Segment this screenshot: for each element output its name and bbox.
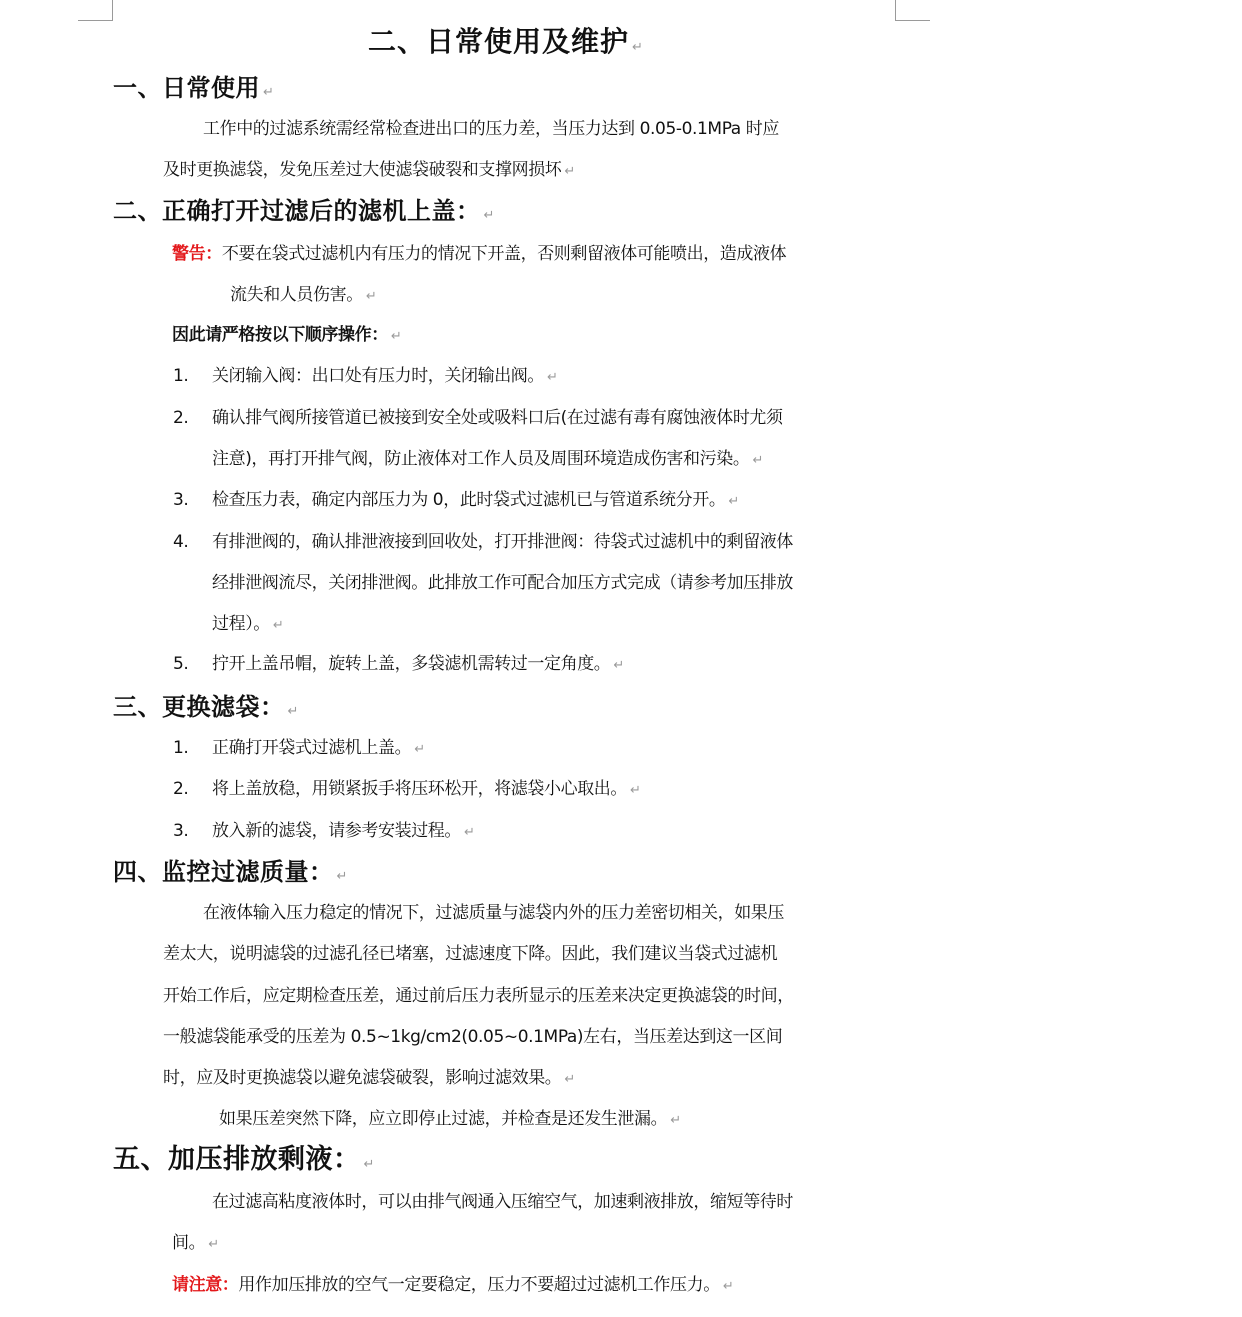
paragraph-line xyxy=(163,946,777,963)
list-item-continuation xyxy=(212,616,283,633)
paragraph-mark: ↵ xyxy=(564,164,575,179)
paragraph-mark: ↵ xyxy=(630,783,641,798)
text-run: 3. xyxy=(173,490,189,510)
paragraph-mark: ↵ xyxy=(208,1237,219,1252)
paragraph-mark: ↵ xyxy=(670,1113,681,1128)
text-run: 2. xyxy=(173,779,189,799)
paragraph-mark: ↵ xyxy=(728,494,739,509)
paragraph-mark: ↵ xyxy=(483,208,495,223)
section-heading-pressure-drain xyxy=(113,1146,375,1173)
warning-line xyxy=(172,246,786,263)
warning-label: 警告： xyxy=(172,244,222,264)
text-run: 放入新的滤袋，请参考安装过程。 xyxy=(212,821,461,841)
text-run: 有排泄阀的，确认排泄液接到回收处，打开排泄阀：待袋式过滤机中的剩留液体 xyxy=(212,532,793,552)
text-run: 用作加压排放的空气一定要稳定，压力不要超过过滤机工作压力。 xyxy=(238,1275,720,1295)
text-run: 五、加压排放剩液： xyxy=(113,1144,361,1175)
text-run: 四、监控过滤质量： xyxy=(113,858,334,886)
text-run: 关闭输入阀：出口处有压力时，关闭输出阀。 xyxy=(212,366,544,386)
paragraph-line xyxy=(172,1235,219,1252)
note-line xyxy=(172,1277,733,1294)
paragraph-mark: ↵ xyxy=(287,704,299,719)
paragraph-line xyxy=(203,905,784,922)
text-run: 正确打开袋式过滤机上盖。 xyxy=(212,738,412,758)
text-run: 因此请严格按以下顺序操作： xyxy=(172,325,388,345)
section-heading-replace-bag xyxy=(113,695,299,719)
text-run: 一般滤袋能承受的压差为 0.5~1kg/cm2(0.05~0.1MPa)左右，当压差达到这一区间 xyxy=(163,1027,783,1047)
text-run: 检查压力表，确定内部压力为 0，此时袋式过滤机已与管道系统分开。 xyxy=(212,490,726,510)
paragraph-mark: ↵ xyxy=(365,289,377,304)
text-run: 2. xyxy=(173,408,189,428)
text-run: 将上盖放稳，用锁紧扳手将压环松开，将滤袋小心取出。 xyxy=(212,779,627,799)
list-item xyxy=(173,368,558,385)
text-run: 4. xyxy=(173,532,189,552)
paragraph-mark: ↵ xyxy=(464,825,475,840)
text-run: 工作中的过滤系统需经常检查进出口的压力差，当压力达到 0.05-0.1MPa 时应 xyxy=(203,119,780,139)
list-item xyxy=(173,656,624,673)
paragraph-line xyxy=(163,1029,782,1046)
text-run: 三、更换滤袋： xyxy=(113,693,285,721)
text-run: 确认排气阀所接管道已被接到安全处或吸料口后(在过滤有毒有腐蚀液体时尤须 xyxy=(212,408,783,428)
text-run: 不要在袋式过滤机内有压力的情况下开盖，否则剩留液体可能喷出，造成液体 xyxy=(221,244,787,264)
text-run: 拧开上盖吊帽，旋转上盖，多袋滤机需转过一定角度。 xyxy=(212,654,611,674)
document-title xyxy=(368,25,644,58)
text-run: 开始工作后，应定期检查压差，通过前后压力表所显示的压差来决定更换滤袋的时间， xyxy=(163,986,794,1006)
paragraph-mark: ↵ xyxy=(336,869,348,884)
text-run: 如果压差突然下降，应立即停止过滤，并检查是还发生泄漏。 xyxy=(219,1109,668,1129)
list-item xyxy=(173,410,783,427)
paragraph-mark: ↵ xyxy=(414,742,425,757)
section-heading-monitor-quality xyxy=(113,860,348,884)
text-run: 过程）。 xyxy=(212,614,270,634)
list-item xyxy=(173,781,641,798)
text-run: 差太大，说明滤袋的过滤孔径已堵塞，过滤速度下降。因此，我们建议当袋式过滤机 xyxy=(163,944,778,964)
paragraph-mark: ↵ xyxy=(613,658,624,673)
paragraph-mark: ↵ xyxy=(752,453,763,468)
procedure-subheading xyxy=(172,327,401,344)
paragraph-line xyxy=(212,1194,793,1211)
text-run: 1. xyxy=(173,366,189,386)
text-run: 时，应及时更换滤袋以避免滤袋破裂，影响过滤效果。 xyxy=(163,1068,562,1088)
list-item xyxy=(173,740,425,757)
text-run: 流失和人员伤害。 xyxy=(230,285,363,305)
text-run: 间。 xyxy=(172,1233,206,1253)
paragraph-mark: ↵ xyxy=(722,1279,734,1294)
list-item xyxy=(173,823,475,840)
paragraph-line xyxy=(163,988,794,1005)
section-heading-open-cover xyxy=(113,199,495,223)
text-run: 一、日常使用 xyxy=(113,74,260,102)
text-run: 1. xyxy=(173,738,189,758)
paragraph-mark: ↵ xyxy=(263,85,275,100)
text-run: 在过滤高粘度液体时，可以由排气阀通入压缩空气，加速剩液排放，缩短等待时 xyxy=(212,1192,793,1212)
section-heading-daily-use xyxy=(113,76,274,100)
text-run: 3. xyxy=(173,821,189,841)
crop-mark-top-right xyxy=(895,0,930,21)
text-run: 二、正确打开过滤后的滤机上盖： xyxy=(113,197,481,225)
list-item-continuation xyxy=(212,451,763,468)
text-run: 5. xyxy=(173,654,189,674)
paragraph-mark: ↵ xyxy=(390,329,402,344)
paragraph-mark: ↵ xyxy=(363,1157,375,1172)
warning-line xyxy=(230,287,376,304)
text-run: 经排泄阀流尽，关闭排泄阀。此排放工作可配合加压方式完成（请参考加压排放 xyxy=(212,573,793,593)
paragraph-mark: ↵ xyxy=(547,370,558,385)
paragraph-mark: ↵ xyxy=(632,40,644,55)
text-run: 及时更换滤袋，发免压差过大使滤袋破裂和支撑网损坏 xyxy=(163,160,562,180)
note-label: 请注意： xyxy=(172,1275,239,1295)
crop-mark-top-left xyxy=(78,0,113,21)
list-item xyxy=(173,534,793,551)
list-item-continuation xyxy=(212,575,793,592)
paragraph-line xyxy=(219,1111,681,1128)
paragraph-line xyxy=(203,121,779,138)
paragraph-mark: ↵ xyxy=(564,1072,575,1087)
list-item xyxy=(173,492,739,509)
paragraph-mark: ↵ xyxy=(272,618,284,633)
paragraph-line xyxy=(163,162,575,179)
text-run: 在液体输入压力稳定的情况下，过滤质量与滤袋内外的压力差密切相关，如果压 xyxy=(203,903,784,923)
text-run: 注意)，再打开排气阀，防止液体对工作人员及周围环境造成伤害和污染。 xyxy=(212,449,750,469)
text-run: 二、日常使用及维护 xyxy=(368,25,630,58)
paragraph-line xyxy=(163,1070,575,1087)
